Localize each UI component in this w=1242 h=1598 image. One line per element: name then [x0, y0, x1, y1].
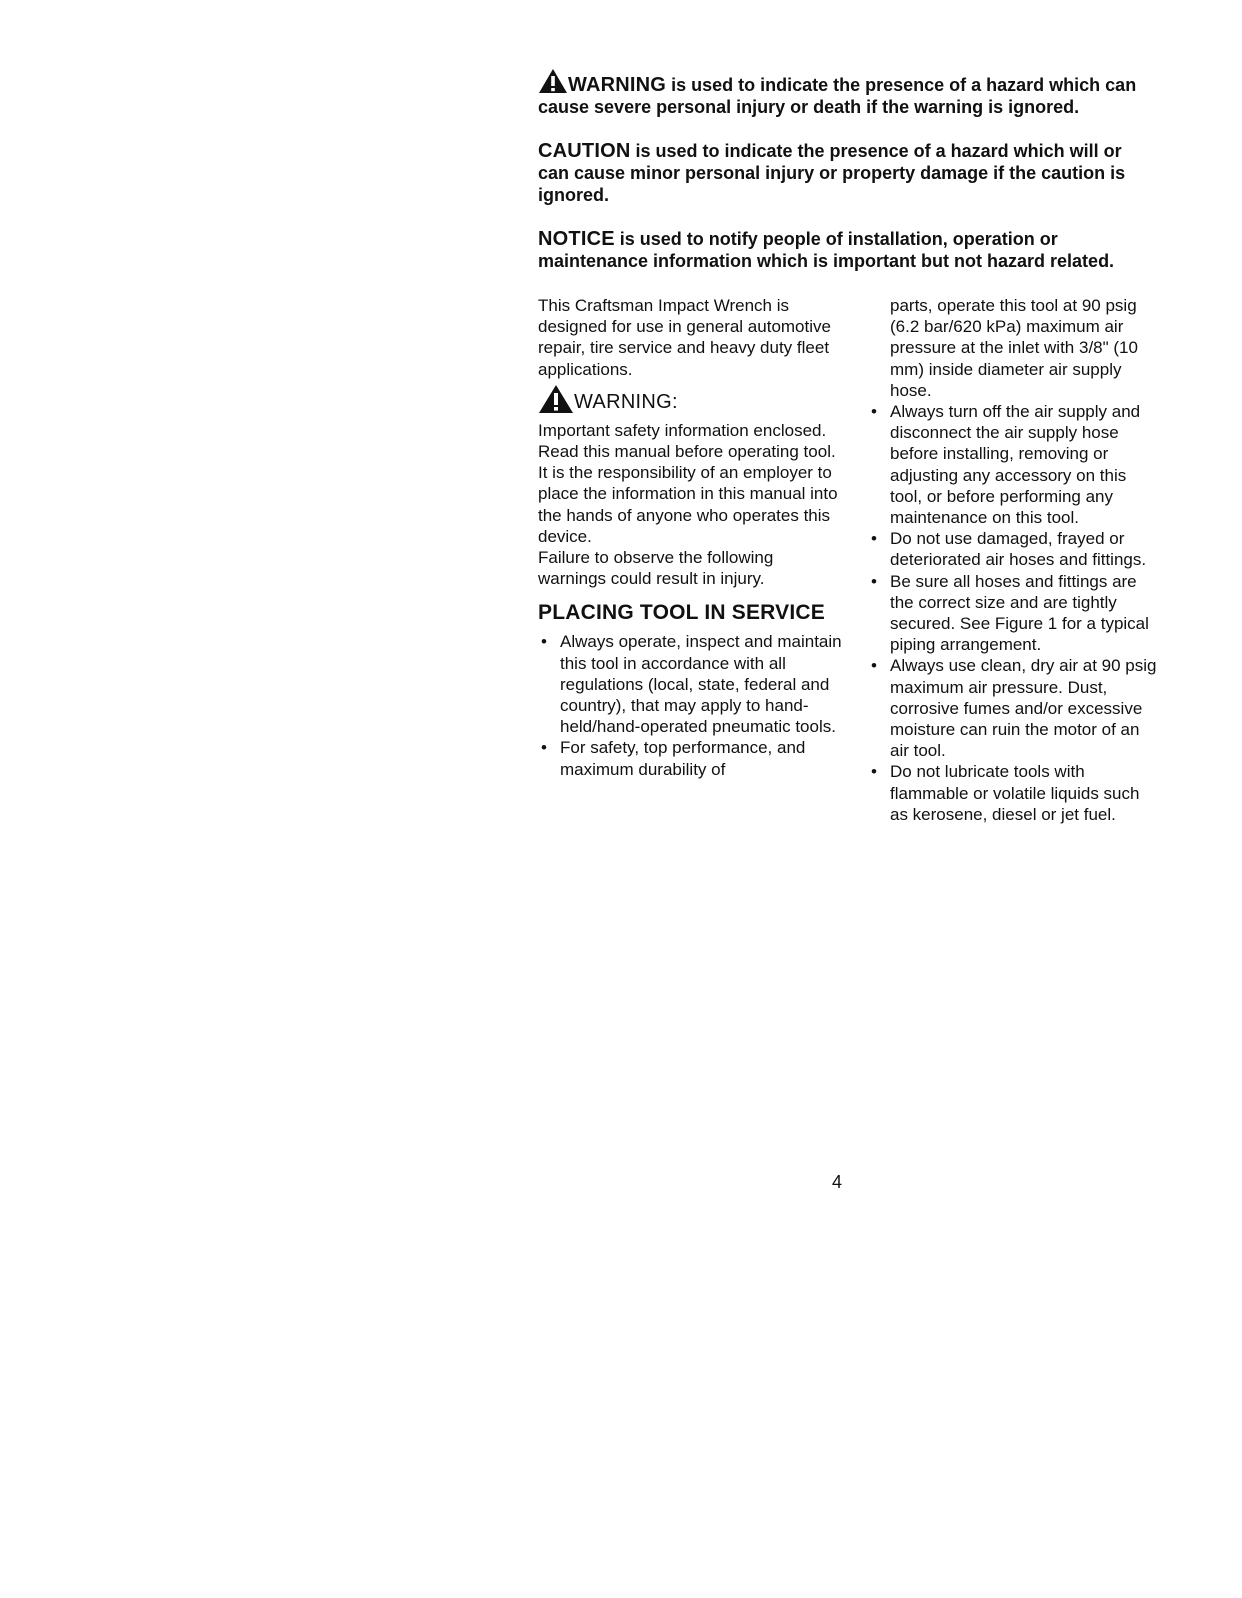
list-item: [868, 655, 1158, 761]
bullet-glyph: •: [871, 762, 877, 782]
list-item-text: parts, operate this tool at 90 psig (6.2 bar/620 kPa) maximum air pressure at the inlet with 3/8" (10 mm) inside diameter air supply hose.: [890, 296, 1138, 400]
warning-heading: [538, 384, 843, 414]
list-item-text: Do not lubricate tools with flammable or volatile liquids such as kerosene, diesel or jet fuel.: [890, 762, 1140, 824]
list-item-text: For safety, top performance, and maximum durability of: [560, 738, 806, 779]
list-item-text: Always operate, inspect and maintain this tool in accordance with all regulations (local, state, federal and country), that may apply to hand-held/hand-operated pneumatic tools.: [560, 632, 842, 737]
signal-word-definitions: [538, 68, 1148, 294]
list-item: [868, 761, 1158, 825]
warning-keyword: WARNING: [568, 74, 667, 96]
warning-definition-text: is used to indicate the presence of a hazard which can cause severe personal injury or death if the warning is ignored.: [538, 75, 1137, 117]
bullet-glyph: •: [871, 656, 877, 676]
list-item-text: Do not use damaged, frayed or deteriorated air hoses and fittings.: [890, 529, 1147, 570]
list-item-continuation: [868, 295, 1158, 401]
left-bullet-list: [538, 631, 843, 779]
list-item: [868, 571, 1158, 656]
warning-triangle-icon: [538, 68, 568, 94]
warning-definition: [538, 68, 1148, 118]
intro-paragraph: This Craftsman Impact Wrench is designed for use in general automotive repair, tire service and heavy duty fleet applications.: [538, 296, 831, 379]
caution-keyword: CAUTION: [538, 140, 631, 162]
notice-definition-text: is used to notify people of installation, operation or maintenance information which is important but not hazard related.: [538, 229, 1115, 271]
bullet-glyph: •: [541, 738, 547, 758]
notice-definition: [538, 228, 1148, 272]
warning-line: It is the responsibility of an employer to place the information in this manual into the hands of anyone who operates this device.: [538, 463, 838, 546]
bullet-glyph: •: [541, 632, 547, 652]
warning-triangle-icon: [538, 384, 574, 414]
right-column: [868, 295, 1158, 825]
list-item: [538, 631, 843, 737]
section-heading: PLACING TOOL IN SERVICE: [538, 601, 825, 625]
bullet-glyph: •: [871, 529, 877, 549]
caution-definition: [538, 140, 1148, 206]
list-item: [868, 528, 1158, 570]
caution-definition-text: is used to indicate the presence of a hazard which will or can cause minor personal injury or property damage if the caution is ignored.: [538, 141, 1126, 205]
list-item-text: Always use clean, dry air at 90 psig maximum air pressure. Dust, corrosive fumes and/or excessive moisture can ruin the motor of an air tool.: [890, 656, 1157, 761]
warning-heading-text: WARNING:: [574, 390, 678, 413]
list-item-text: Always turn off the air supply and disconnect the air supply hose before installing, removing or adjusting any accessory on this tool, or before performing any maintenance on this tool.: [890, 402, 1141, 528]
bullet-glyph: •: [871, 402, 877, 422]
page-number: 4: [832, 1172, 843, 1192]
right-bullet-list: [868, 295, 1158, 825]
warning-line: Failure to observe the following warnings could result in injury.: [538, 548, 774, 589]
warning-line: Important safety information enclosed.: [538, 420, 827, 440]
bullet-glyph: •: [871, 571, 877, 591]
list-item: [868, 401, 1158, 528]
left-column: [538, 295, 843, 780]
list-item: [538, 737, 843, 779]
warning-line: Read this manual before operating tool.: [538, 442, 836, 462]
notice-keyword: NOTICE: [538, 228, 615, 250]
list-item-text: Be sure all hoses and fittings are the correct size and are tightly secured. See Figure 1 for a typical piping arrangement.: [890, 571, 1149, 655]
